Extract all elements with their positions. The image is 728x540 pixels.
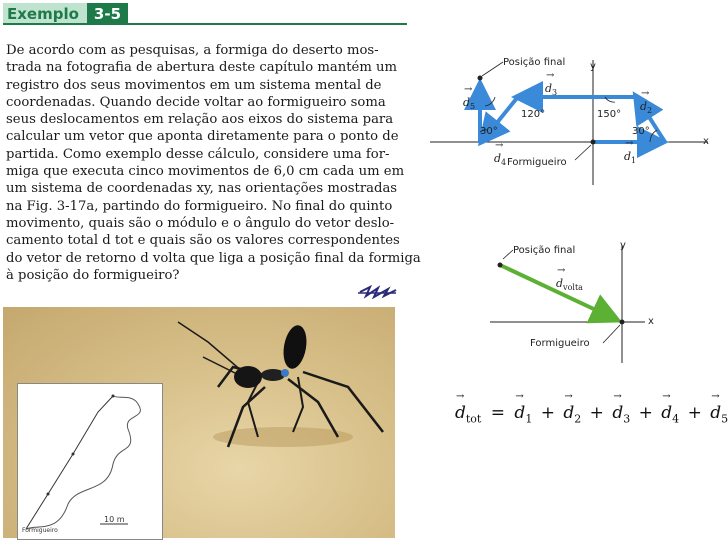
angle-label: 150° xyxy=(597,109,622,120)
problem-text xyxy=(6,42,421,284)
text-line: na Fig. 3-17a, partindo do formigueiro. No final do quinto xyxy=(6,198,393,214)
text-line: calcular um vetor que aponta diretamente para o ponto de xyxy=(6,129,399,145)
inset-scale-label: 10 m xyxy=(104,515,125,524)
angle-label: 30° xyxy=(632,126,650,137)
text-line: à posição do formigueiro? xyxy=(6,267,180,283)
final-position-label: Posição final xyxy=(513,245,576,256)
text-line: coordenadas. Quando decide voltar ao formigueiro soma xyxy=(6,94,386,110)
vector-label-d1: → $d_1$ xyxy=(624,150,636,165)
vector-label-d4: → $d_4$ xyxy=(494,152,506,167)
home-label: Formigueiro xyxy=(507,157,567,168)
sum-equation: → $d_{tot}$ = → $d_1$ + → $d_2$ + → $d_3$ + → $d_4$ + → $d_5$ xyxy=(455,403,728,425)
final-position-label: Posição final xyxy=(503,57,566,68)
text-line: registro dos seus movimentos em um sistema mental de xyxy=(6,77,382,93)
y-axis-label: y xyxy=(620,240,626,251)
example-header xyxy=(3,3,128,24)
vector-label-d2: → $d_2$ xyxy=(640,100,652,115)
vector-diagram-a xyxy=(425,50,715,190)
vector-label-d-volta: → $d_{volta}$ xyxy=(556,277,583,292)
text-line: camento total d tot e quais são os valores correspondentes xyxy=(6,233,400,249)
pen-scribble-icon xyxy=(358,284,398,300)
text-line: um sistema de coordenadas xy, nas orientações mostradas xyxy=(6,181,398,197)
text-line: partida. Como exemplo desse cálculo, considere uma for- xyxy=(6,146,390,162)
text-line: seus deslocamentos em relação aos eixos do sistema para xyxy=(6,112,394,128)
header-rule xyxy=(3,23,407,25)
text-line: De acordo com as pesquisas, a formiga do deserto mos- xyxy=(6,43,379,58)
text-line: movimento, quais são o módulo e o ângulo do vetor deslo- xyxy=(6,215,395,231)
home-label: Formigueiro xyxy=(530,338,590,349)
home-dot xyxy=(591,140,596,145)
vector-label-d5: → $d_5$ xyxy=(463,96,475,111)
home-dot xyxy=(620,320,625,325)
vector-label-d3: → $d_3$ xyxy=(545,82,557,97)
x-axis-label: x xyxy=(648,316,654,327)
text-line: trada na fotografia de abertura deste capítulo mantém um xyxy=(6,60,398,76)
y-axis-label: y xyxy=(590,61,596,72)
final-position-dot xyxy=(478,76,483,81)
final-position-dot xyxy=(498,263,503,268)
text-line: do vetor de retorno d volta que liga a posição final da formiga xyxy=(6,250,421,266)
path-inset xyxy=(17,383,163,540)
example-label: Exemplo xyxy=(3,3,87,24)
text-line: miga que executa cinco movimentos de 6,0 cm cada um em xyxy=(6,164,405,180)
x-axis-label: x xyxy=(703,136,709,147)
angle-label: 30° xyxy=(480,126,498,137)
ant-photo xyxy=(3,307,395,538)
angle-label: 120° xyxy=(521,109,546,120)
ant-path-icon xyxy=(18,384,162,539)
inset-home-label: Formigueiro xyxy=(22,527,58,534)
example-number: 3-5 xyxy=(87,3,128,24)
